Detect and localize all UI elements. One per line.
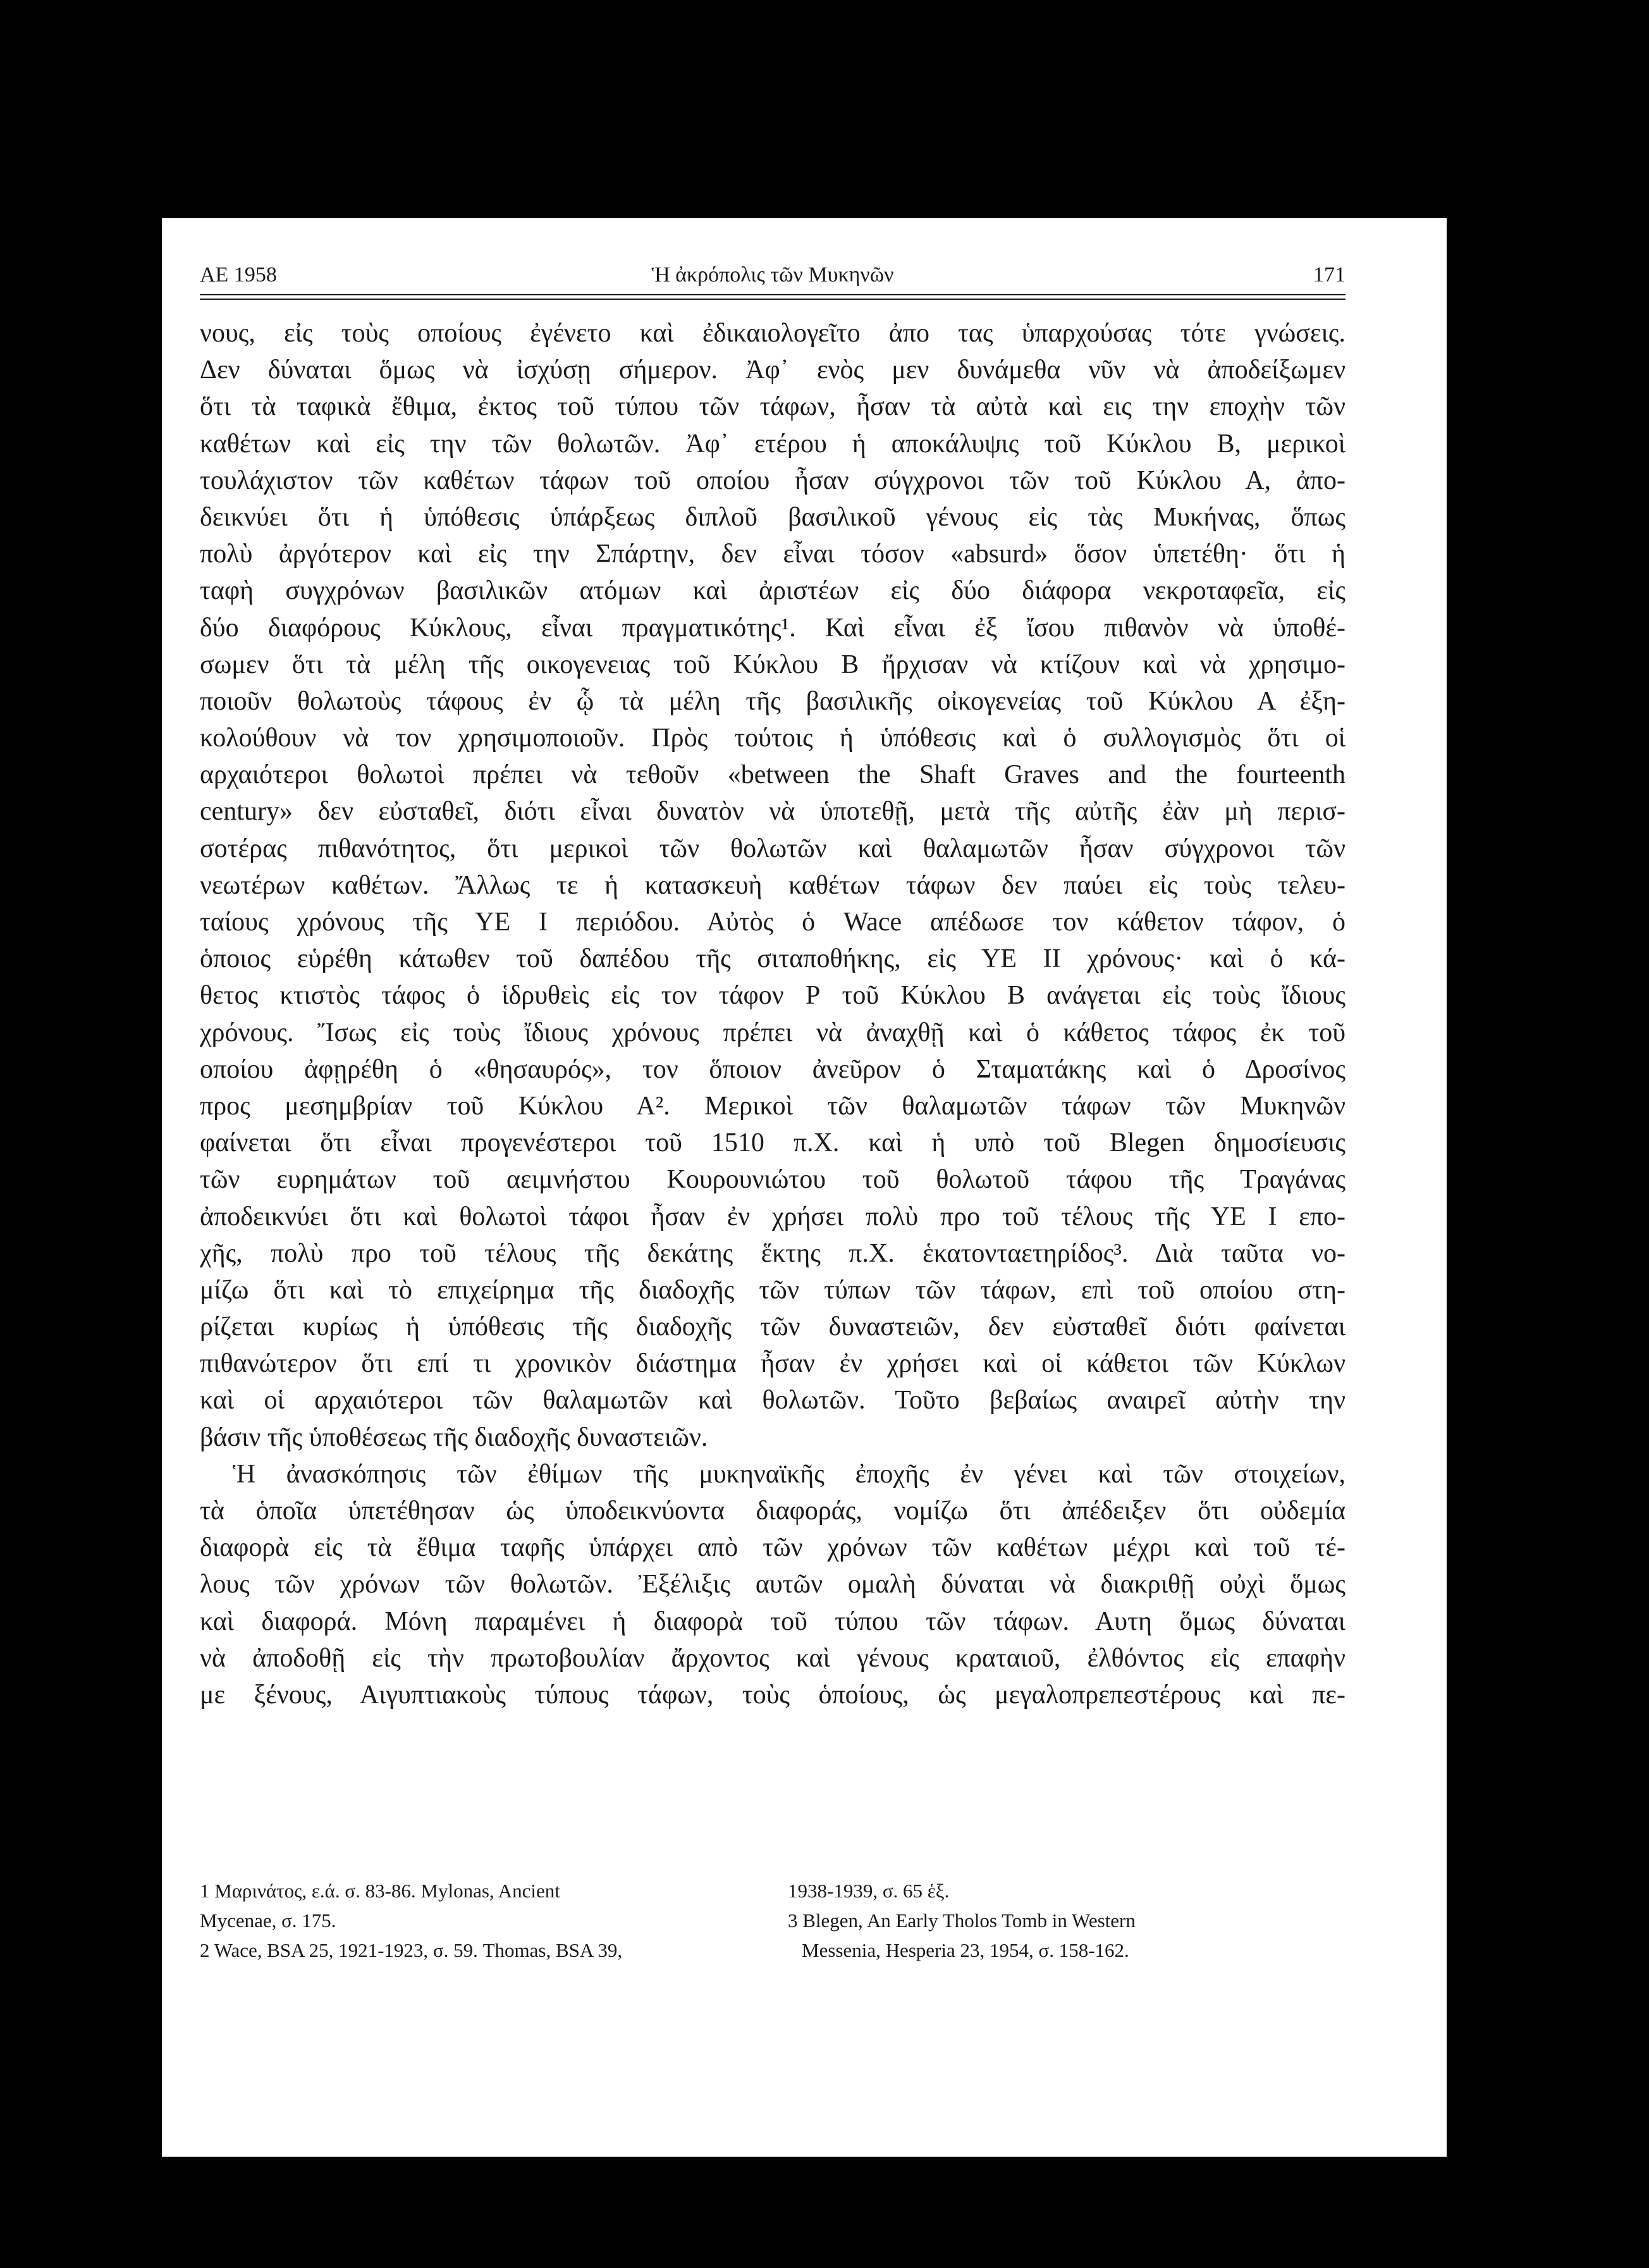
text-line: θετος κτιστὸς τάφος ὁ ἱδρυθεὶς εἰς τον τάφον Ρ τοῦ Κύκλου Β ανάγεται εἰς τοὺς ἴδιους (200, 981, 1346, 1011)
text-line: δύο διαφόρους Κύκλους, εἶναι πραγματικότης¹. Καὶ εἶναι ἐξ ἴσου πιθανὸν νὰ ὑποθέ- (200, 613, 1346, 643)
text-line: τῶν ευρημάτων τοῦ αειμνήστου Κουρουνιώτου τοῦ θολωτοῦ τάφου τῆς Τραγάνας (200, 1165, 1346, 1195)
text-line: century» δεν εὐσταθεῖ, διότι εἶναι δυνατὸν νὰ ὑποτεθῇ, μετὰ τῆς αὐτῆς ἐὰν μὴ περισ- (200, 797, 1346, 827)
text-line: ὁποιος εὑρέθη κάτωθεν τοῦ δαπέδου τῆς σιταποθήκης, εἰς ΥΕ ΙΙ χρόνους· καὶ ὁ κά- (200, 944, 1346, 974)
text-line: καθέτων καὶ εἰς την τῶν θολωτῶν. Ἀφ᾽ ετέρου ἡ αποκάλυψις τοῦ Κύκλου Β, μερικοὶ (200, 429, 1346, 459)
text-line: ταίους χρόνους τῆς ΥΕ Ι περιόδου. Αὐτὸς ὁ Wace απέδωσε τον κάθετον τάφον, ὁ (200, 908, 1346, 937)
journal-abbreviation: ΑΕ 1958 (200, 263, 277, 287)
running-header (200, 256, 1346, 294)
text-line: πολὺ ἀργότερον καὶ εἰς την Σπάρτην, δεν εἶναι τόσον «absurd» ὅσον ὑπετέθη· ὅτι ἡ (200, 539, 1346, 569)
text-line: τουλάχιστον τῶν καθέτων τάφων τοῦ οποίου ἦσαν σύγχρονοι τῶν τοῦ Κύκλου Α, ἀπο- (200, 465, 1346, 495)
text-line: δεικνύει ὅτι ἡ ὑπόθεσις ὑπάρξεως διπλοῦ βασιλικοῦ γένους εἰς τὰς Μυκήνας, ὅπως (200, 502, 1346, 532)
text-line: ταφὴ συγχρόνων βασιλικῶν ατόμων καὶ ἀριστέων εἰς δύο διάφορα νεκροταφεῖα, εἰς (200, 576, 1346, 606)
body-text (200, 315, 1346, 1713)
footnotes-left-column (200, 1876, 756, 1965)
text-line: μίζω ὅτι καὶ τὸ επιχείρημα τῆς διαδοχῆς τῶν τύπων τῶν τάφων, επὶ τοῦ οποίου στη- (200, 1275, 1346, 1305)
text-line: φαίνεται ὅτι εἶναι προγενέστεροι τοῦ 1510 π.Χ. καὶ ἡ υπὸ τοῦ Blegen δημοσίευσις (200, 1128, 1346, 1158)
text-line: νους, εἰς τοὺς οποίους ἐγένετο καὶ ἐδικαιολογεῖτο ἀπο τας ὑπαρχούσας τότε γνώσεις. (200, 319, 1346, 348)
text-line: σωμεν ὅτι τὰ μέλη τῆς οικογενειας τοῦ Κύκλου Β ἤρχισαν νὰ κτίζουν καὶ νὰ χρησιμο- (200, 650, 1346, 679)
text-line: προς μεσημβρίαν τοῦ Κύκλου Α². Μερικοὶ τῶν θαλαμωτῶν τάφων τῶν Μυκηνῶν (200, 1091, 1346, 1121)
text-line: τὰ ὁποῖα ὑπετέθησαν ὡς ὑποδεικνύοντα διαφοράς, νομίζω ὅτι ἀπέδειξεν ὅτι οὐδεμία (200, 1496, 1346, 1525)
text-line: νεωτέρων καθέτων. Ἄλλως τε ἡ κατασκευὴ καθέτων τάφων δεν παύει εἰς τοὺς τελευ- (200, 870, 1346, 900)
page-number: 171 (1313, 263, 1346, 287)
text-line: κολούθουν νὰ τον χρησιμοποιοῦν. Πρὸς τούτοις ἡ ὑπόθεσις καὶ ὁ συλλογισμὸς ὅτι οἱ (200, 724, 1346, 753)
footnote-line: 3 Blegen, An Early Tholos Tomb in Western (788, 1909, 1136, 1932)
text-line: ὅτι τὰ ταφικὰ ἔθιμα, ἐκτος τοῦ τύπου τῶν τάφων, ἦσαν τὰ αὐτὰ καὶ εις την εποχὴν τῶν (200, 392, 1346, 422)
text-line: οποίου ἀφῃρέθη ὁ «θησαυρός», τον ὅποιον ἀνεῦρον ὁ Σταματάκης καὶ ὁ Δροσίνος (200, 1054, 1346, 1084)
footnote-line: Mycenae, σ. 175. (200, 1909, 336, 1932)
text-line: χῆς, πολὺ προ τοῦ τέλους τῆς δεκάτης ἕκτης π.Χ. ἑκατονταετηρίδος³. Διὰ ταῦτα νο- (200, 1238, 1346, 1268)
footnote-line: 2 Wace, BSA 25, 1921-1923, σ. 59. Thomas, BSA 39, (200, 1939, 623, 1961)
footnotes-right-column (788, 1876, 1344, 1965)
text-line: λους τῶν χρόνων τῶν θολωτῶν. Ἐξέλιξις αυτῶν ομαλὴ δύναται νὰ διακριθῇ οὐχὶ ὅμως (200, 1570, 1346, 1599)
running-title: Ἡ ἀκρόπολις τῶν Μυκηνῶν (651, 263, 894, 287)
text-line: καὶ οἱ αρχαιότεροι τῶν θαλαμωτῶν καὶ θολωτῶν. Τοῦτο βεβαίως αναιρεῖ αὐτὴν την (200, 1386, 1346, 1415)
text-line: διαφορὰ εἰς τὰ ἔθιμα ταφῆς ὑπάρχει απὸ τῶν χρόνων τῶν καθέτων μέχρι καὶ τοῦ τέ- (200, 1533, 1346, 1563)
text-line: Δεν δύναται ὅμως νὰ ἰσχύσῃ σήμερον. Ἀφ᾽ ενὸς μεν δυνάμεθα νῦν νὰ ἀποδείξωμεν (200, 355, 1346, 385)
header-rule-lower (200, 299, 1346, 300)
text-line: καὶ διαφορά. Μόνη παραμένει ἡ διαφορὰ τοῦ τύπου τῶν τάφων. Αυτη ὅμως δύναται (200, 1606, 1346, 1636)
footnote-line: 1 Μαρινάτος, ε.ά. σ. 83-86. Mylonas, Ancient (200, 1880, 560, 1902)
text-line: με ξένους, Αιγυπτιακοὺς τύπους τάφων, τοὺς ὁποίους, ὡς μεγαλοπρεπεστέρους καὶ πε- (200, 1680, 1346, 1710)
text-line: Ἡ ἀνασκόπησις τῶν ἐθίμων τῆς μυκηναϊκῆς ἐποχῆς ἐν γένει καὶ τῶν στοιχείων, (233, 1459, 1346, 1489)
journal-page (162, 218, 1447, 2157)
footnote-line: 1938-1939, σ. 65 ἑξ. (788, 1880, 950, 1902)
header-rule-upper (200, 294, 1346, 295)
text-line: βάσιν τῆς ὑποθέσεως τῆς διαδοχῆς δυναστειῶν. (200, 1422, 708, 1452)
text-line: σοτέρας πιθανότητος, ὅτι μερικοὶ τῶν θολωτῶν καὶ θαλαμωτῶν ἦσαν σύγχρονοι τῶν (200, 834, 1346, 863)
text-line: ποιοῦν θολωτοὺς τάφους ἐν ᾧ τὰ μέλη τῆς βασιλικῆς οἰκογενείας τοῦ Κύκλου Α ἐξη- (200, 686, 1346, 716)
text-line: ἀποδεικνύει ὅτι καὶ θολωτοὶ τάφοι ἦσαν ἐν χρήσει πολὺ προ τοῦ τέλους τῆς ΥΕ Ι επο- (200, 1202, 1346, 1231)
text-line: πιθανώτερον ὅτι επί τι χρονικὸν διάστημα ἦσαν ἐν χρήσει καὶ οἱ κάθετοι τῶν Κύκλων (200, 1349, 1346, 1379)
text-line: ρίζεται κυρίως ἡ ὑπόθεσις τῆς διαδοχῆς τῶν δυναστειῶν, δεν εὐσταθεῖ διότι φαίνεται (200, 1312, 1346, 1342)
footnote-line: Messenia, Hesperia 23, 1954, σ. 158-162. (802, 1939, 1129, 1961)
text-line: νὰ ἀποδοθῇ εἰς τὴν πρωτοβουλίαν ἄρχοντος καὶ γένους κραταιοῦ, ἐλθόντος εἰς επαφὴν (200, 1643, 1346, 1673)
text-line: αρχαιότεροι θολωτοὶ πρέπει νὰ τεθοῦν «between the Shaft Graves and the fourteenth (200, 760, 1346, 790)
text-line: χρόνους. Ἴσως εἰς τοὺς ἴδιους χρόνους πρέπει νὰ ἀναχθῇ καὶ ὁ κάθετος τάφος ἐκ τοῦ (200, 1018, 1346, 1047)
